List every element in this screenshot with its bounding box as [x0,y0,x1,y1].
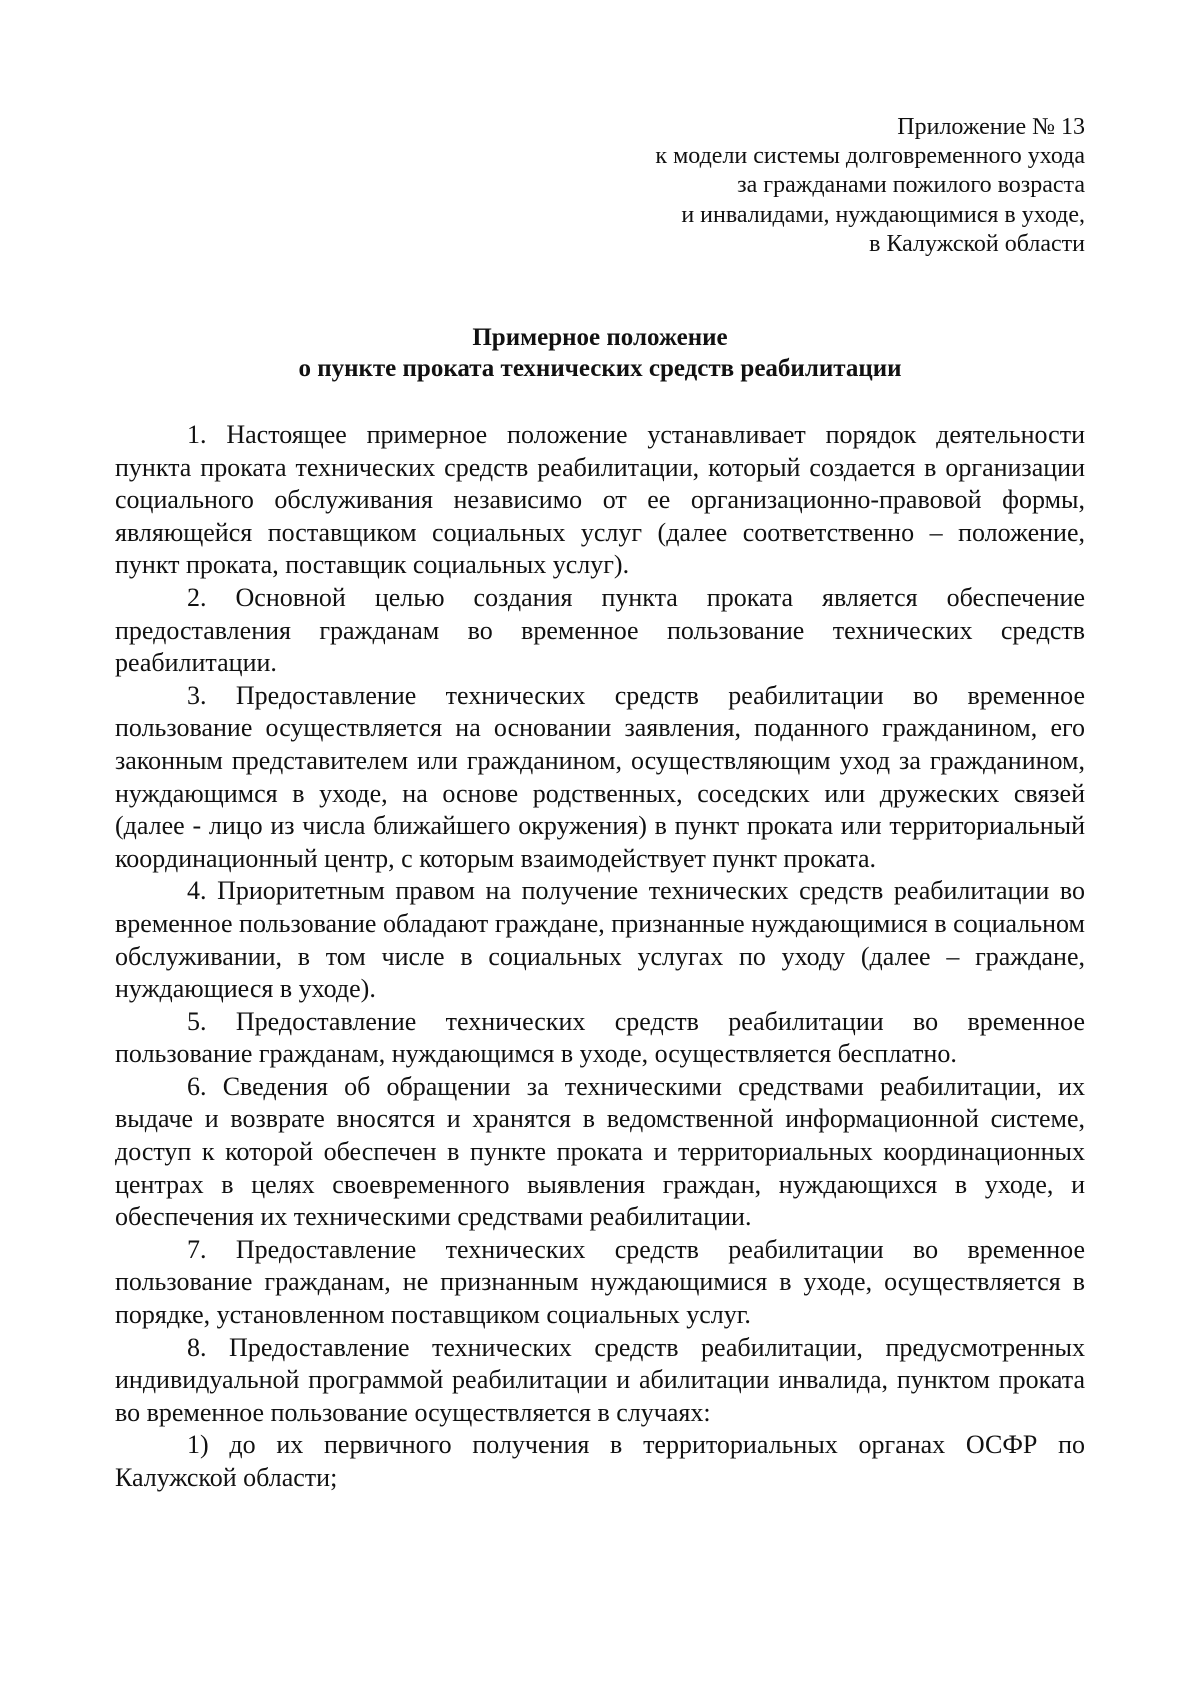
title-line-1: Примерное положение [472,324,728,351]
paragraph-8-item-1: 1) до их первичного получения в территориальных органах ОСФР по Калужской области; [115,1430,1085,1492]
paragraph-1: 1. Настоящее примерное положение устанавливает порядок деятельности пункта проката технических средств реабилитации, который создается в организации социального обслуживания независимо от ее организационно-правовой формы, являющейся поставщиком социальных услуг (далее соответственно – положение, пункт проката, поставщик социальных услуг). [115,420,1085,580]
paragraph-8: 8. Предоставление технических средств реабилитации, предусмотренных индивидуальной программой реабилитации и абилитации инвалида, пунктом проката во временное пользование осуществляется в случаях: [115,1332,1085,1427]
title-line-2: о пункте проката технических средств реабилитации [298,355,902,382]
appendix-line: к модели системы долговременного ухода [655,143,1085,170]
paragraph-3: 3. Предоставление технических средств реабилитации во временное пользование осуществляется на основании заявления, поданного гражданином, его законным представителем или гражданином, осуществляющим уход за гражданином, нуждающимся в уходе, на основе родственных, соседских или дружеских связей (далее - лицо из числа ближайшего окружения) в пункт проката или территориальный координационный центр, с которым взаимодействует пункт проката. [115,680,1085,873]
appendix-header [655,113,1085,259]
paragraph-6: 6. Сведения об обращении за техническими средствами реабилитации, их выдаче и возврате вносятся и хранятся в ведомственной информационной системе, доступ к которой обеспечен в пункте проката и территориальных координационных центрах в целях своевременного выявления граждан, нуждающихся в уходе, и обеспечения их техническими средствами реабилитации. [115,1071,1085,1232]
document-body [115,419,1085,1495]
paragraph-5: 5. Предоставление технических средств реабилитации во временное пользование гражданам, нуждающимся в уходе, осуществляется бесплатно. [115,1006,1085,1069]
appendix-line: Приложение № 13 [897,114,1085,140]
appendix-line: в Калужской области [869,230,1085,257]
document-title [115,322,1085,384]
paragraph-2: 2. Основной целью создания пункта проката является обеспечение предоставления гражданам во временное пользование технических средств реабилитации. [115,582,1085,678]
paragraph-4: 4. Приоритетным правом на получение технических средств реабилитации во временное пользование обладают граждане, признанные нуждающимися в социальном обслуживании, в том числе в социальных услугах по уходу (далее – граждане, нуждающиеся в уходе). [115,876,1085,1004]
appendix-line: и инвалидами, нуждающимися в уходе, [681,201,1085,228]
paragraph-7: 7. Предоставление технических средств реабилитации во временное пользование гражданам, не признанным нуждающимися в уходе, осуществляется в порядке, установленном поставщиком социальных услуг. [115,1234,1085,1330]
appendix-line: за гражданами пожилого возраста [737,172,1085,199]
